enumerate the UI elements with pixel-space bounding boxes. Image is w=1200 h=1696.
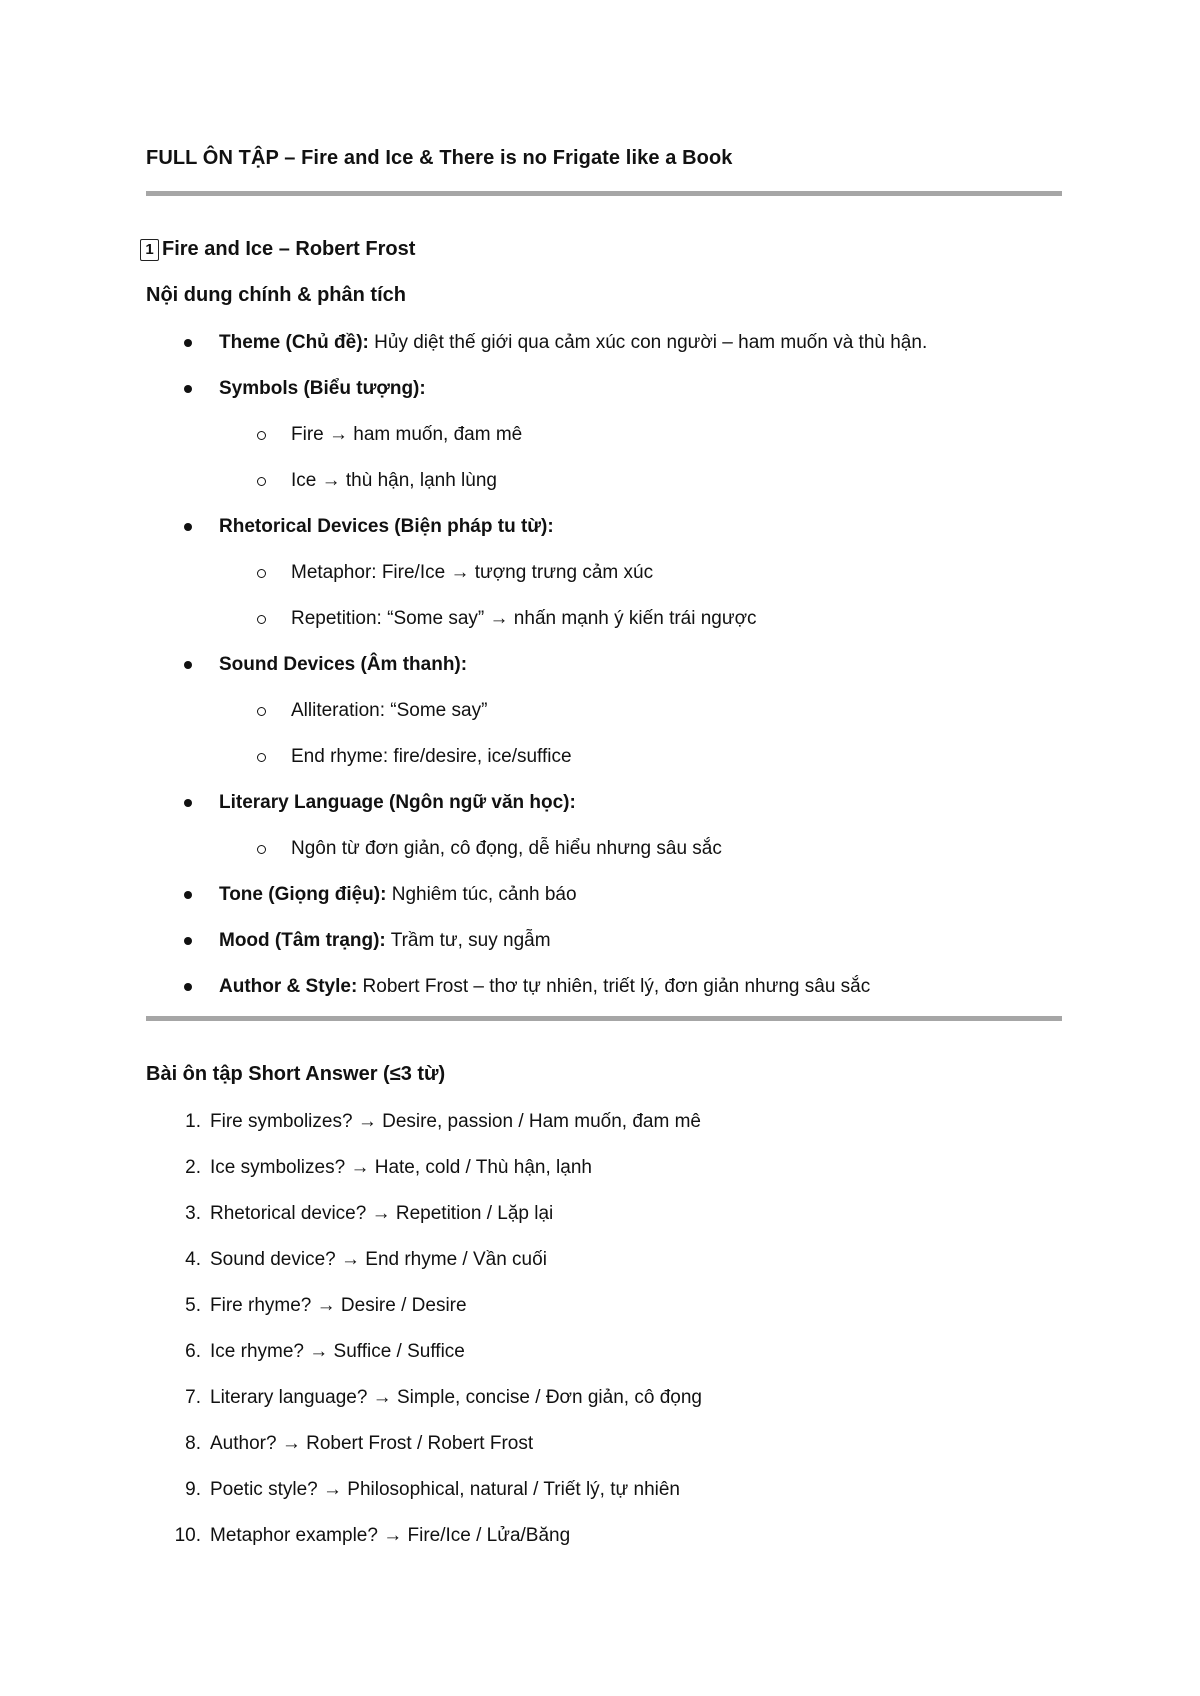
sub-bullet-icon <box>257 707 266 716</box>
horizontal-rule <box>146 191 1062 196</box>
sub-list-item: Repetition: “Some say” → nhấn mạnh ý kiến trái ngược <box>291 608 757 629</box>
bullet-icon <box>184 339 192 347</box>
sub-bullet-icon <box>257 477 266 486</box>
list-item: Theme (Chủ đề): Hủy diệt thế giới qua cảm xúc con người – ham muốn và thù hận. <box>219 332 928 353</box>
document-page: FULL ÔN TẬP – Fire and Ice & There is no Frigate like a Book 1 Fire and Ice – Robert Frost Nội dung chính & phân tích Theme (Chủ đề): Hủy diệt thế giới qua cảm xúc con người – ham muốn và thù hận. Symbols (Biểu tượng): Fire → ham muốn, đam mê Ice → thù hận, lạnh lùng Rhetorical Devices (Biện pháp tu từ): Metaphor: Fire/Ice → tượng trưng cảm xúc Repetition: “Some say” → nhấn mạnh ý kiến trái ngược Sound Devices (Âm thanh): Alliteration: “Some say” End rhyme: fire/desire, ice/suffice Literary Language (Ngôn ngữ văn học): Ngôn từ đơn giản, cô đọng, dễ hiểu nhưng sâu sắc Tone (Giọng điệu): Nghiêm túc, cảnh báo Mood (Tâm trạng): Trầm tư, suy ngẫm Author & Style: Robert Frost – thơ tự nhiên, triết lý, đơn giản nhưng sâu sắc Bài ôn tập Short Answer (≤3 từ) 1. Fire symbolizes? → Desire, passion / Ham muốn, đam mê 2. Ice symbolizes? → Hate, cold / Thù hận, lạnh 3. Rhetorical device? → Repetition / Lặp lại 4. Sound device? → End rhyme / Vần cuối 5. Fire rhyme? → Desire / Desire 6. Ice rhyme? → Suffice / Suffice 7. Literary language? → Simple, concise / Đơn giản, cô đọng 8. Author? → Robert Frost / Robert Frost 9. Poetic style? → Philosophical, natural / Triết lý, tự nhiên 10. Metaphor example? → Fire/Ice / Lửa/Băng <box>0 0 1200 1696</box>
sub-list-item: End rhyme: fire/desire, ice/suffice <box>291 746 572 767</box>
sub-bullet-icon <box>257 615 266 624</box>
document-title: FULL ÔN TẬP – Fire and Ice & There is no Frigate like a Book <box>146 147 733 169</box>
sub-bullet-icon <box>257 431 266 440</box>
keycap-number-icon: 1 <box>140 239 159 261</box>
section-heading-text: Fire and Ice – Robert Frost <box>162 238 416 260</box>
sub-list-item: Ngôn từ đơn giản, cô đọng, dễ hiểu nhưng sâu sắc <box>291 838 722 859</box>
list-item: Symbols (Biểu tượng): <box>219 378 426 399</box>
sub-list-item: Alliteration: “Some say” <box>291 700 488 721</box>
bullet-icon <box>184 983 192 991</box>
bullet-icon <box>184 661 192 669</box>
list-item: Sound Devices (Âm thanh): <box>219 654 468 675</box>
short-answer-heading: Bài ôn tập Short Answer (≤3 từ) <box>146 1063 446 1085</box>
list-item: Rhetorical Devices (Biện pháp tu từ): <box>219 516 554 537</box>
sub-list-item: Metaphor: Fire/Ice → tượng trưng cảm xúc <box>291 562 654 583</box>
horizontal-rule <box>146 1016 1062 1021</box>
bullet-icon <box>184 385 192 393</box>
sub-list-item: Fire → ham muốn, đam mê <box>291 424 523 445</box>
sub-bullet-icon <box>257 569 266 578</box>
list-item: Mood (Tâm trạng): Trầm tư, suy ngẫm <box>219 930 551 951</box>
list-item: Tone (Giọng điệu): Nghiêm túc, cảnh báo <box>219 884 577 905</box>
sub-bullet-icon <box>257 753 266 762</box>
analysis-subheading: Nội dung chính & phân tích <box>146 284 406 306</box>
list-item: Literary Language (Ngôn ngữ văn học): <box>219 792 576 813</box>
bullet-icon <box>184 937 192 945</box>
sub-bullet-icon <box>257 845 266 854</box>
sub-list-item: Ice → thù hận, lạnh lùng <box>291 470 497 491</box>
bullet-icon <box>184 891 192 899</box>
list-item: Author & Style: Robert Frost – thơ tự nhiên, triết lý, đơn giản nhưng sâu sắc <box>219 976 871 997</box>
section-heading-fire-and-ice <box>140 238 415 261</box>
bullet-icon <box>184 523 192 531</box>
bullet-icon <box>184 799 192 807</box>
